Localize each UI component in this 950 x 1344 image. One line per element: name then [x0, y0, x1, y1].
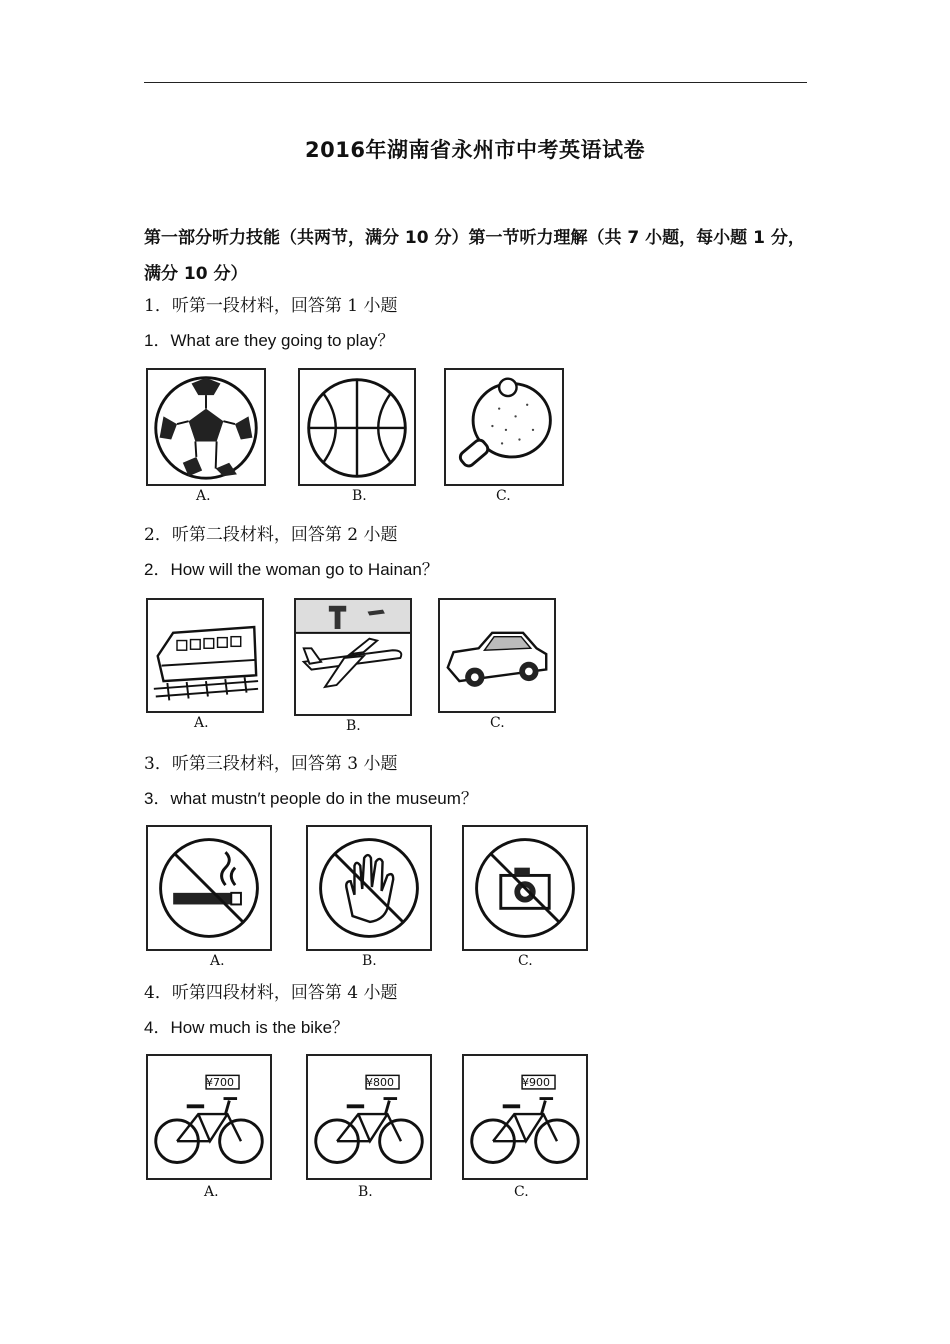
no-smoking-icon [146, 825, 272, 951]
q3-options [144, 825, 594, 970]
bike-icon [306, 1054, 432, 1180]
q4-question: 4．How much is the bike？ [144, 1018, 350, 1037]
q2-option-c-label: C. [490, 715, 505, 731]
q1-question: 1．What are they going to play？ [144, 331, 395, 350]
q4-option-c-label: C. [514, 1184, 529, 1200]
car-icon [438, 598, 556, 713]
q4-option-a-label: A. [204, 1184, 219, 1200]
q1-option-a-label: A. [196, 488, 211, 504]
q3-instruction: 3．听第三段材料，回答第 3 小题 [144, 754, 398, 774]
header-rule [144, 82, 807, 83]
q4-instruction: 4．听第四段材料，回答第 4 小题 [144, 983, 398, 1003]
q3-option-b-label: B. [362, 953, 377, 969]
q3-option-a-label: A. [210, 953, 225, 969]
q3-option-c-label: C. [518, 953, 533, 969]
section-heading: 第一部分听力技能（共两节，满分 10 分）第一节听力理解（共 7 小题，每小题 1 分，满分 10 分） [144, 228, 805, 284]
ping-pong-paddle-icon [444, 368, 564, 486]
q1-option-c-label: C. [496, 488, 511, 504]
q4-price-tag-a: ¥700 [206, 1076, 234, 1089]
q4-price-tag-b: ¥800 [366, 1076, 394, 1089]
train-icon [146, 598, 264, 713]
q2-question: 2．How will the woman go to Hainan？ [144, 560, 439, 579]
q4-price-tag-c: ¥900 [522, 1076, 550, 1089]
bike-icon [146, 1054, 272, 1180]
basketball-icon [298, 368, 416, 486]
q2-options [144, 598, 564, 736]
no-photography-icon [462, 825, 588, 951]
q4-option-b-label: B. [358, 1184, 373, 1200]
q2-option-b-label: B. [346, 718, 361, 734]
bike-icon [462, 1054, 588, 1180]
q2-instruction: 2．听第二段材料，回答第 2 小题 [144, 525, 398, 545]
page-title: 2016年湖南省永州市中考英语试卷 [305, 138, 645, 162]
q2-option-a-label: A. [194, 715, 209, 731]
q1-option-b-label: B. [352, 488, 367, 504]
q1-options [144, 368, 574, 506]
soccer-ball-icon [146, 368, 266, 486]
no-touching-icon [306, 825, 432, 951]
q4-options [144, 1054, 604, 1199]
q1-instruction: 1．听第一段材料，回答第 1 小题 [144, 296, 398, 316]
q3-question: 3．what mustn′t people do in the museum？ [144, 789, 478, 808]
airplane-icon [294, 598, 412, 716]
